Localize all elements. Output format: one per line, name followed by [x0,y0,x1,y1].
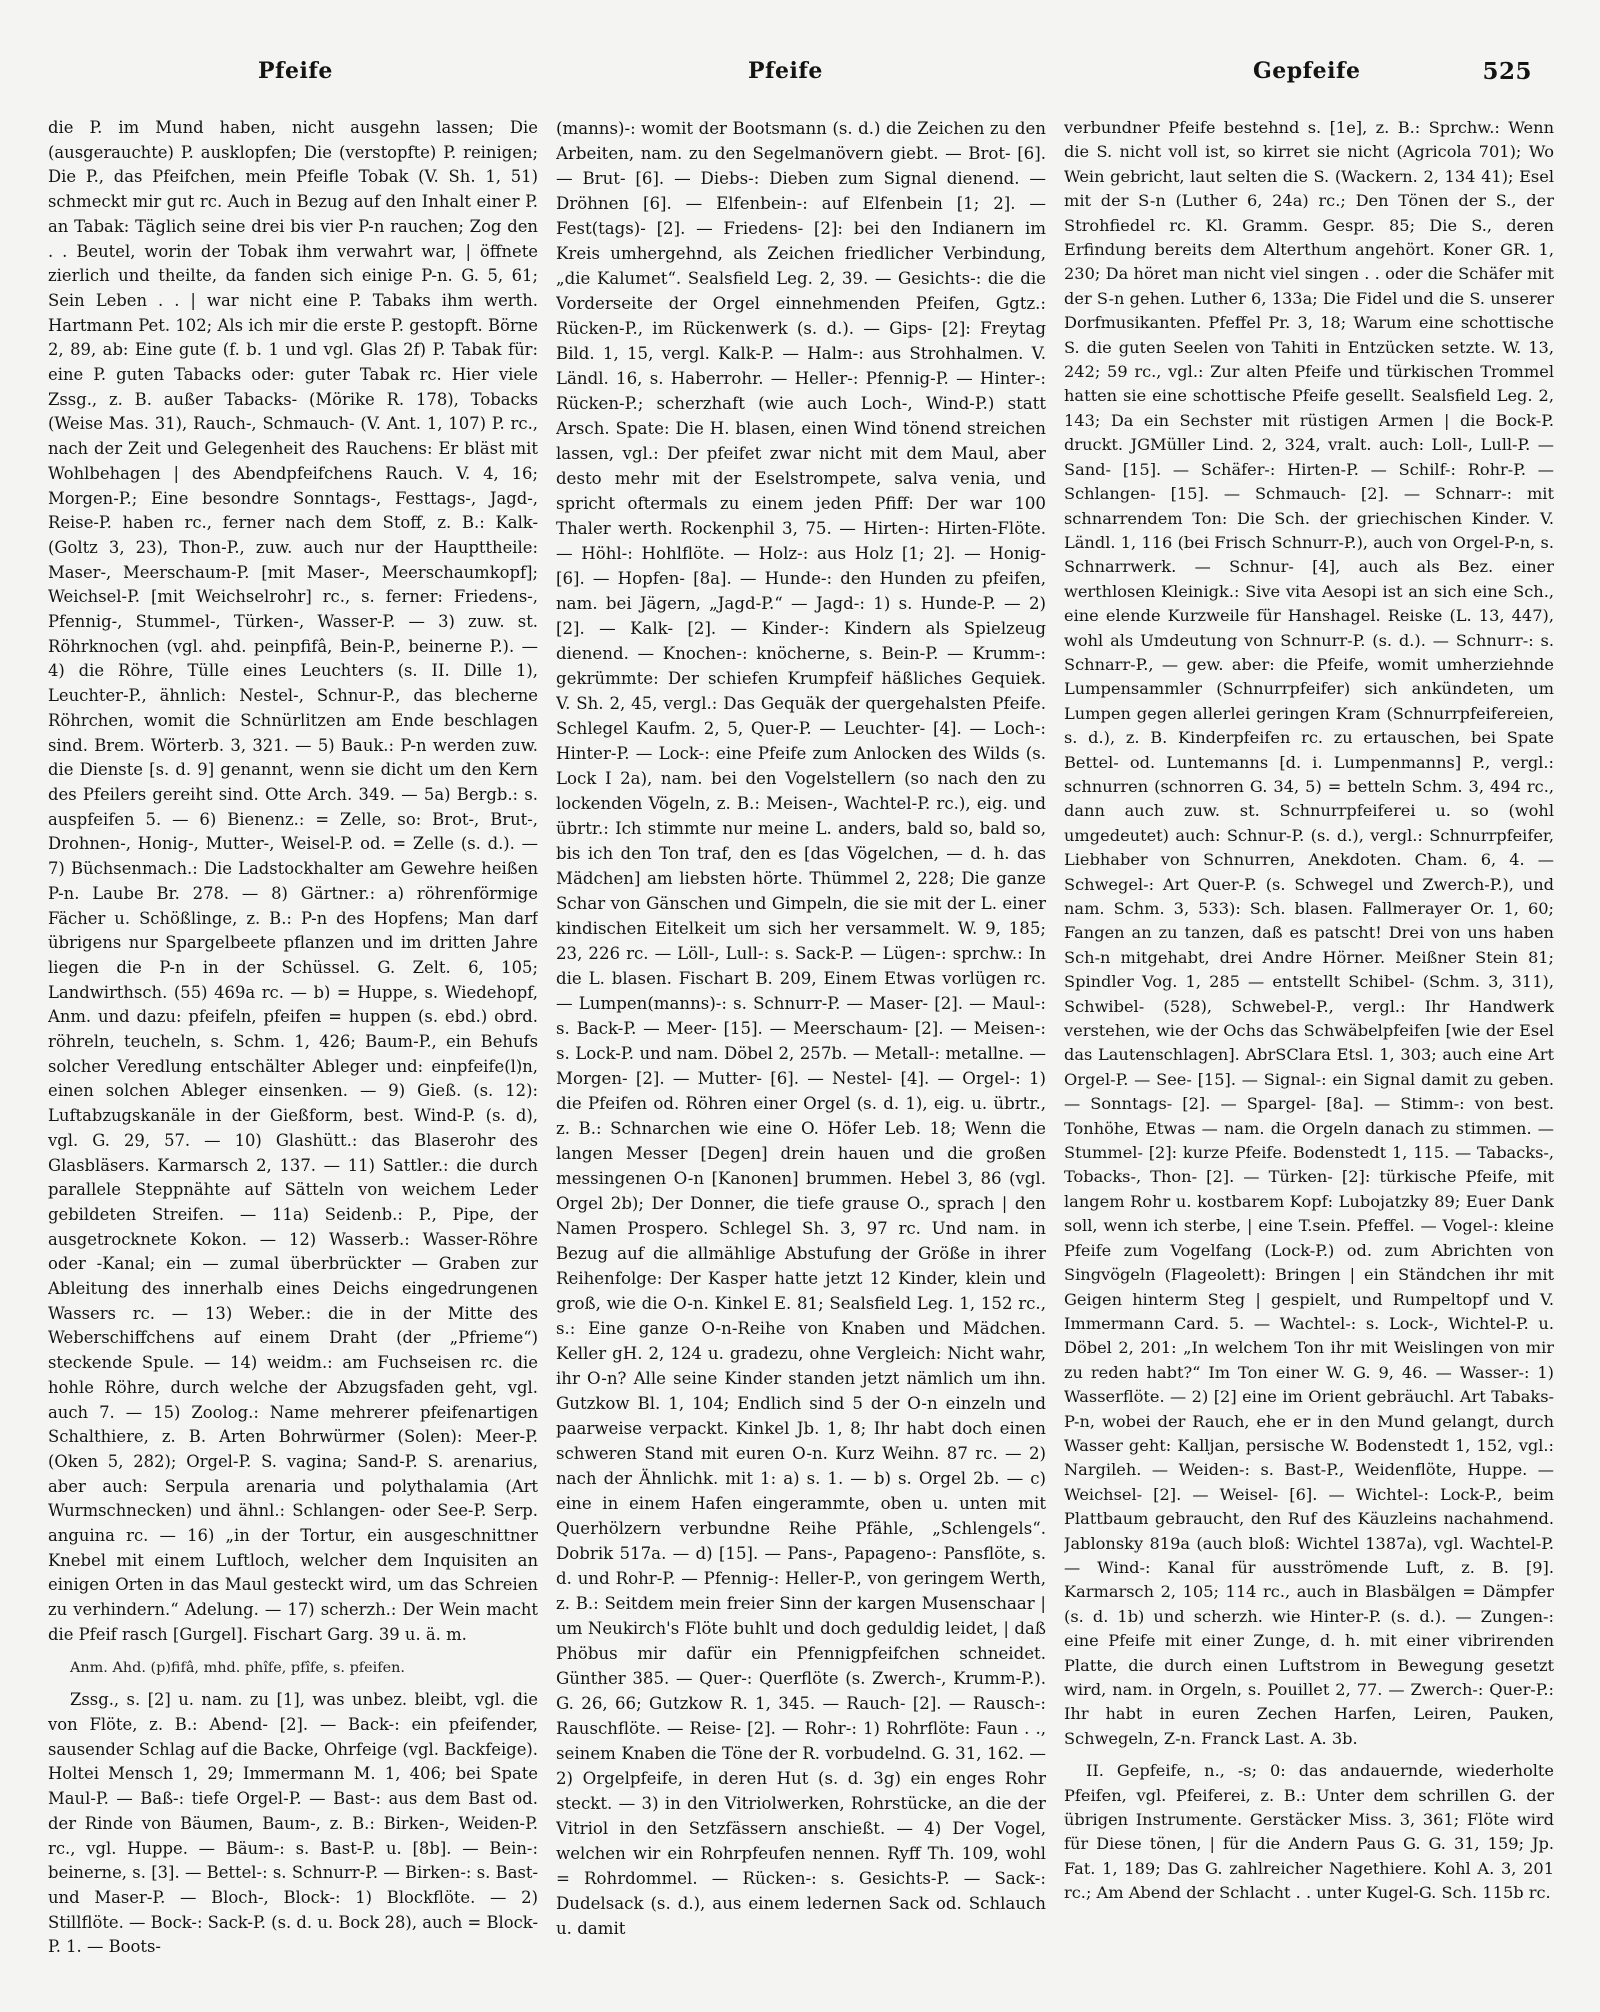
column-middle [556,116,1046,1976]
entry-paragraph: (manns)-: womit der Bootsmann (s. d.) die Zeichen zu den Arbeiten, nam. zu den Segelmanövern giebt. — Brot- [6]. — Brut- [6]. — Diebs-: Dieben zum Signal dienend. — Dröhnen [6]. — Elfenbein-: auf Elfenbein [1; 2]. — Fest(tags)- [2]. — Friedens- [2]: bei den Indianern im Kreis umhergehnd, als Zeichen friedlicher Verbindung, „die Kalumet“. Sealsfield Leg. 2, 39. — Gesichts-: die die Vorderseite der Orgel einnehmenden Pfeifen, Ggtz.: Rücken-P., im Rückenwerk (s. d.). — Gips- [2]: Freytag Bild. 1, 15, vergl. Kalk-P. — Halm-: aus Strohhalmen. V. Ländl. 16, s. Haberrohr. — Heller-: Pfennig-P. — Hinter-: Rücken-P.; scherzhaft (wie auch Loch-, Wind-P.) statt Arsch. Spate: Die H. blasen, einen Wind tönend streichen lassen, vgl.: Der pfeifet zwar nicht mit dem Maul, aber desto mehr mit der Eselstrompete, salva venia, und spricht oftermals zu einem jeden Pfiff: Der war 100 Thaler werth. Rockenphil 3, 75. — Hirten-: Hirten-Flöte. — Höhl-: Hohlflöte. — Holz-: aus Holz [1; 2]. — Honig- [6]. — Hopfen- [8a]. — Hunde-: den Hunden zu pfeifen, nam. bei Jägern, „Jagd-P.“ — Jagd-: 1) s. Hunde-P. — 2) [2]. — Kalk- [2]. — Kinder-: Kindern als Spielzeug dienend. — Knochen-: knöcherne, s. Bein-P. — Krumm-: gekrümmte: Der schiefen Krumpfeif häßliches Gequiek. V. Sh. 2, 45, vergl.: Das Gequäk der quergehalsten Pfeife. Schlegel Kaufm. 2, 5, Quer-P. — Leuchter- [4]. — Loch-: Hinter-P. — Lock-: eine Pfeife zum Anlocken des Wilds (s. Lock I 2a), nam. bei den Vogelstellern (so nach den zu lockenden Vögeln, z. B.: Meisen-, Wachtel-P. rc.), eig. und übrtr.: Ich stimmte nur meine L. anders, bald so, bald so, bis ich den Ton traf, den es [das Vögelchen, — d. h. das Mädchen] am liebsten hörte. Thümmel 2, 228; Die ganze Schar von Gänschen und Gimpeln, die sie mit der L. einer kindischen Eitelkeit um sich her versammelt. W. 9, 185; 23, 226 rc. — Löll-, Lull-: s. Sack-P. — Lügen-: sprchw.: In die L. blasen. Fischart B. 209, Einem Etwas vorlügen rc. — Lumpen(manns)-: s. Schnurr-P. — Maser- [2]. — Maul-: s. Back-P. — Meer- [15]. — Meerschaum- [2]. — Meisen-: s. Lock-P. und nam. Döbel 2, 257b. — Metall-: metallne. — Morgen- [2]. — Mutter- [6]. — Nestel- [4]. — Orgel-: 1) die Pfeifen od. Röhren einer Orgel (s. d. 1), eig. u. übrtr., z. B.: Schnarchen wie eine O. Höfer Leb. 18; Wenn die langen Messer [Degen] drein hauen und die großen messingenen O-n [Kanonen] brummen. Hebel 3, 86 (vgl. Orgel 2b); Der Donner, die tiefe grause O., sprach | den Namen Prospero. Schlegel Sh. 3, 97 rc. Und nam. in Bezug auf die allmählige Abstufung der Größe in ihrer Reihenfolge: Der Kasper hatte jetzt 12 Kinder, klein und groß, wie die O-n. Kinkel E. 81; Sealsfield Leg. 1, 152 rc., s.: Eine ganze O-n-Reihe von Knaben und Mädchen. Keller gH. 2, 124 u. gradezu, ohne Vergleich: Nicht wahr, ihr O-n? Alle seine Kinder standen jetzt nämlich um ihn. Gutzkow Bl. 1, 104; Endlich sind 5 der O-n einzeln und paarweise verpackt. Kinkel Jb. 1, 8; Ihr habt doch einen schweren Stand mit euren O-n. Kurz Weihn. 87 rc. — 2) nach der Ähnlichk. mit 1: a) s. 1. — b) s. Orgel 2b. — c) eine in einem Hafen eingerammte, oben u. unten mit Querhölzern verbundne Reihe Pfähle, „Schlengels“. Dobrik 517a. — d) [15]. — Pans-, Papageno-: Pansflöte, s. d. und Rohr-P. — Pfennig-: Heller-P., von geringem Werth, z. B.: Seitdem mein freier Sinn der kargen Musenschaar | um Neukirch's Flöte buhlt und doch geduldig leidet, | daß Phöbus mir dafür ein Pfennigpfeifchen schneidet. Günther 385. — Quer-: Querflöte (s. Zwerch-, Krumm-P.). G. 26, 66; Gutzkow R. 1, 345. — Rauch- [2]. — Rausch-: Rauschflöte. — Reise- [2]. — Rohr-: 1) Rohrflöte: Faun . ., seinem Knaben die Töne der R. vorbudelnd. G. 31, 162. — 2) Orgelpfeife, in deren Hut (s. d. 3g) ein enges Rohr steckt. — 3) in den Vitriolwerken, Rohrstücke, an die der Vitriol in den Setzfässern anschießt. — 4) Der Vogel, welchen wir ein Rohrpfeufen nennen. Ryff Th. 109, wohl = Rohrdommel. — Rücken-: s. Gesichts-P. — Sack-: Dudelsack (s. d.), aus einem ledernen Sack od. Schlauch u. damit [556,119,1046,1938]
header-right-word: Gepfeife [1253,58,1361,84]
header-center-word: Pfeife [748,58,823,84]
column-right [1064,116,1554,1976]
entry-paragraph: Anm. Ahd. (p)fifâ, mhd. phîfe, pfîfe, s. pfeifen. [70,1659,405,1676]
entry-paragraph: II. Gepfeife, n., -s; 0: das andauernde, wiederholte Pfeifen, vgl. Pfeiferei, z. B.: Unter dem schrillen G. der übrigen Instrumente. Gerstäcker Miss. 3, 361; Flöte wird für Diese tönen, | für die Andern Paus G. G. 31, 159; Jp. Fat. 1, 189; Das G. zahlreicher Nagethiere. Kohl A. 3, 201 rc.; Am Abend der Schlacht . . unter Kugel-G. Sch. 115b rc. [1064,1761,1554,1903]
header-left-word: Pfeife [258,58,333,84]
entry-paragraph: verbundner Pfeife bestehnd s. [1e], z. B.: Sprchw.: Wenn die S. nicht voll ist, so kirret sie nicht (Agricola 701); Wo Wein gebricht, laut selten die S. (Wackern. 2, 134 41); Esel mit der S-n (Luther 6, 24a) rc.; Den Tönen der S., der Strohfiedel rc. Kl. Gramm. Gespr. 85; Die S., deren Erfindung bereits dem Alterthum angehört. Koner GR. 1, 230; Da höret man nicht viel singen . . oder die Schäfer mit der S-n gehen. Luther 6, 133a; Die Fidel und die S. unserer Dorfmusikanten. Pfeffel Pr. 3, 18; Warum eine schottische S. die guten Seelen von Tahiti in Entzücken setzte. W. 13, 242; 59 rc., vgl.: Zur alten Pfeife und türkischen Trommel hatten sie eine schottische Pfeife gesellt. Sealsfield Leg. 2, 143; Da ein Sechster mit rüstigen Armen | die Bock-P. druckt. JGMüller Lind. 2, 324, vralt. auch: Loll-, Lull-P. — Sand- [15]. — Schäfer-: Hirten-P. — Schilf-: Rohr-P. — Schlangen- [15]. — Schmauch- [2]. — Schnarr-: mit schnarrendem Ton: Die Sch. der griechischen Kinder. V. Ländl. 1, 116 (bei Frisch Schnurr-P.), auch von Orgel-P-n, s. Schnarrwerk. — Schnur- [4], auch als Bez. einer werthlosen Kleinigk.: Sive vita Aesopi ist an sich eine Sch., eine elende Kurzweile für Hanshagel. Reiske (L. 13, 447), wohl als Umdeutung von Schnurr-P. (s. d.). — Schnurr-: s. Schnarr-P., — gew. aber: die Pfeife, womit umherziehnde Lumpensammler (Schnurrpfeifer) sich ankündeten, um Lumpen gegen allerlei geringen Kram (Schnurrpfeifereien, s. d.), z. B. Kinderpfeifen rc. zu ertauschen, bei Spate Bettel- od. Luntemanns [d. i. Lumpenmanns] P., vergl.: schnurren (schnorren G. 34, 5) = betteln Schm. 3, 494 rc., dann auch zuw. st. Schnurrpfeiferei u. so (wohl umgedeutet) auch: Schnur-P. (s. d.), vergl.: Schnurrpfeifer, Liebhaber von Schnurren, Anekdoten. Cham. 6, 4. — Schwegel-: Art Quer-P. (s. Schwegel und Zwerch-P.), und nam. Schm. 3, 533): Sch. blasen. Fallmerayer Or. 1, 60; Fangen an zu tanzen, daß es patscht! Drei von uns haben Sch-n mitgehabt, drei Andre Hörner. Meißner Stein 81; Spindler Vog. 1, 285 — entstellt Schibel- (Schm. 3, 311), Schwibel- (528), Schwebel-P., vergl.: Ihr Handwerk verstehen, wie der Ochs das Schwäbelpfeifen [wie der Esel das Lautenschlagen]. AbrSClara Etsl. 1, 303; auch eine Art Orgel-P. — See- [15]. — Signal-: ein Signal damit zu geben. — Sonntags- [2]. — Spargel- [8a]. — Stimm-: von best. Tonhöhe, Etwas — nam. die Orgeln danach zu stimmen. — Stummel- [2]: kurze Pfeife. Bodenstedt 1, 115. — Tabacks-, Tobacks-, Thon- [2]. — Türken- [2]: türkische Pfeife, mit langem Rohr u. kostbarem Kopf: Lubojatzky 89; Euer Dank soll, wenn ich sterbe, | eine T.sein. Pfeffel. — Vogel-: kleine Pfeife zum Vogelfang (Lock-P.) od. zum Abrichten von Singvögeln (Flageolett): Bringen | ein Ständchen ihr mit Geigen hinterm Steg | gespielt, und Rumpeltopf und V. Immermann Card. 5. — Wachtel-: s. Lock-, Wichtel-P. u. Döbel 2, 201: „In welchem Ton ihr mit Weislingen von mir zu reden habt?“ Im Ton einer W. G. 9, 46. — Wasser-: 1) Wasserflöte. — 2) [2] eine im Orient gebräuchl. Art Tabaks-P-n, wobei der Rauch, ehe er in den Mund gelangt, durch Wasser geht: Kalljan, persische W. Bodenstedt 1, 152, vgl.: Nargileh. — Weiden-: s. Bast-P., Weidenflöte, Huppe. — Weichsel- [2]. — Weisel- [6]. — Wichtel-: Lock-P., beim Plattbaum gebraucht, den Ruf des Käuzleins nachahmend. Jablonsky 819a (auch bloß: Wichtel 1387a), vgl. Wachtel-P. — Wind-: Kanal für ausströmende Luft, z. B. [9]. Karmarsch 2, 105; 114 rc., auch in Blasbälgen = Dämpfer (s. d. 1b) und scherzh. wie Hinter-P. (s. d.). — Zungen-: eine Pfeife mit einer Zunge, d. h. mit einer vibrirenden Platte, die durch einen Luftstrom in Bewegung gesetzt wird, nam. in Orgeln, s. Pouillet 2, 77. — Zwerch-: Quer-P.: Ihr habt in euren Zechen Harfen, Leiren, Pauken, Schwegeln, Z-n. Franck Last. A. 3b. [1064,118,1554,1748]
running-head [48,58,1552,98]
column-left [48,116,538,1976]
entry-paragraph: die P. im Mund haben, nicht ausgehn lassen; Die (ausgerauchte) P. ausklopfen; Die (verstopfte) P. reinigen; Die P., das Pfeifchen, mein Pfeifle Tobak (V. Sh. 1, 51) schmeckt mir gut rc. Auch in Bezug auf den Inhalt einer P. an Tabak: Täglich seine drei bis vier P-n rauchen; Zog den . . Beutel, worin der Tobak ihm verwahrt war, | öffnete zierlich und theilte, da fanden sich einige P-n. G. 5, 61; Sein Leben . . | war nicht eine P. Tabaks ihm werth. Hartmann Pet. 102; Als ich mir die erste P. gestopft. Börne 2, 89, ab: Eine gute (f. b. 1 und vgl. Glas 2f) P. Tabak für: eine P. guten Tabacks oder: guter Tabak rc. Hier viele Zssg., z. B. außer Tabacks- (Mörike R. 178), Tobacks (Weise Mas. 31), Rauch-, Schmauch- (V. Ant. 1, 107) P. rc., nach der Zeit und Gelegenheit des Rauchens: Er bläst mit Wohlbehagen | des Abendpfeifchens Rauch. V. 4, 16; Morgen-P.; Eine besondre Sonntags-, Festtags-, Jagd-, Reise-P. haben rc., ferner nach dem Stoff, z. B.: Kalk- (Goltz 3, 23), Thon-P., zuw. auch nur der Haupttheile: Maser-, Meerschaum-P. [mit Maser-, Meerschaumkopf]; Weichsel-P. [mit Weichselrohr] rc., s. ferner: Friedens-, Pfennig-, Stummel-, Türken-, Wasser-P. — 3) zuw. st. Röhrknochen (vgl. ahd. peinpfifâ, Bein-P., beinerne P.). — 4) die Röhre, Tülle eines Leuchters (s. II. Dille 1), Leuchter-P., ähnlich: Nestel-, Schnur-P., das blecherne Röhrchen, womit die Schnürlitzen am Ende beschlagen sind. Brem. Wörterb. 3, 321. — 5) Bauk.: P-n werden zuw. die Dienste [s. d. 9] genannt, wenn sie dicht um den Kern des Pfeilers gereiht sind. Otte Arch. 349. — 5a) Bergb.: s. auspfeifen 5. — 6) Bienenz.: = Zelle, so: Brot-, Brut-, Drohnen-, Honig-, Mutter-, Weisel-P. od. = Zelle (s. d.). — 7) Büchsenmach.: Die Ladstockhalter am Gewehre heißen P-n. Laube Br. 278. — 8) Gärtner.: a) röhrenförmige Fächer u. Schößlinge, z. B.: P-n des Hopfens; Man darf übrigens nur Spargelbeete pflanzen und im dritten Jahre liegen die P-n in der Schüssel. G. Zelt. 6, 105; Landwirthsch. (55) 469a rc. — b) = Huppe, s. Wiedehopf, Anm. und dazu: pfeifeln, pfeifen = huppen (s. ebd.) obrd. röhreln, teucheln, s. Schm. 1, 426; Baum-P., ein Behufs solcher Veredlung entschälter Ableger und: einpfeife(l)n, einen solchen Ableger einsenken. — 9) Gieß. (s. 12): Luftabzugskanäle in der Gießform, best. Wind-P. (s. d), vgl. G. 29, 57. — 10) Glashütt.: das Blaserohr des Glasbläsers. Karmarsch 2, 137. — 11) Sattler.: die durch parallele Steppnähte auf Sätteln von weichem Leder gebildeten Streifen. — 11a) Seidenb.: P., Pipe, der ausgetrocknete Kokon. — 12) Wasserb.: Wasser-Röhre oder -Kanal; ein — zumal überbrückter — Graben zur Ableitung des innerhalb eines Deichs eingedrungenen Wassers rc. — 13) Weber.: die in der Mitte des Weberschiffchens auf einem Draht (der „Pfrieme“) steckende Spule. — 14) weidm.: am Fuchseisen rc. die hohle Röhre, durch welche der Abzugsfaden geht, vgl. auch 7. — 15) Zoolog.: Name mehrerer pfeifenartigen Schalthiere, z. B. Arten Bohrwürmer (Solen): Meer-P. (Oken 5, 282); Orgel-P. S. vagina; Sand-P. S. arenarius, aber auch: Serpula arenaria und polythalamia (Art Wurmschnecken) und ähnl.: Schlangen- oder See-P. Serp. anguina rc. — 16) „in der Tortur, ein ausgeschnittner Knebel mit einem Luftloch, welcher dem Inquisiten an einigen Orten in das Maul gesteckt wird, um das Schreien zu verhindern.“ Adelung. — 17) scherzh.: Der Wein macht die Pfeif rasch [Gurgel]. Fischart Garg. 39 u. ä. m. [48,118,538,1644]
entry-paragraph: Zssg., s. [2] u. nam. zu [1], was unbez. bleibt, vgl. die von Flöte, z. B.: Abend- [2]. — Back-: ein pfeifender, sausender Schlag auf die Backe, Ohrfeige (vgl. Backfeige). Holtei Mensch 1, 29; Immermann M. 1, 406; bei Spate Maul-P. — Baß-: tiefe Orgel-P. — Bast-: aus dem Bast od. der Rinde von Bäumen, Baum-, z. B.: Birken-, Weiden-P. rc., vgl. Huppe. — Bäum-: s. Bast-P. u. [8b]. — Bein-: beinerne, s. [3]. — Bettel-: s. Schnurr-P. — Birken-: s. Bast- und Maser-P. — Bloch-, Block-: 1) Blockflöte. — 2) Stillflöte. — Bock-: Sack-P. (s. d. u. Bock 28), auch = Block-P. 1. — Boots- [48,1690,538,1957]
page-number: 525 [1482,58,1532,85]
text-columns [48,116,1554,1976]
